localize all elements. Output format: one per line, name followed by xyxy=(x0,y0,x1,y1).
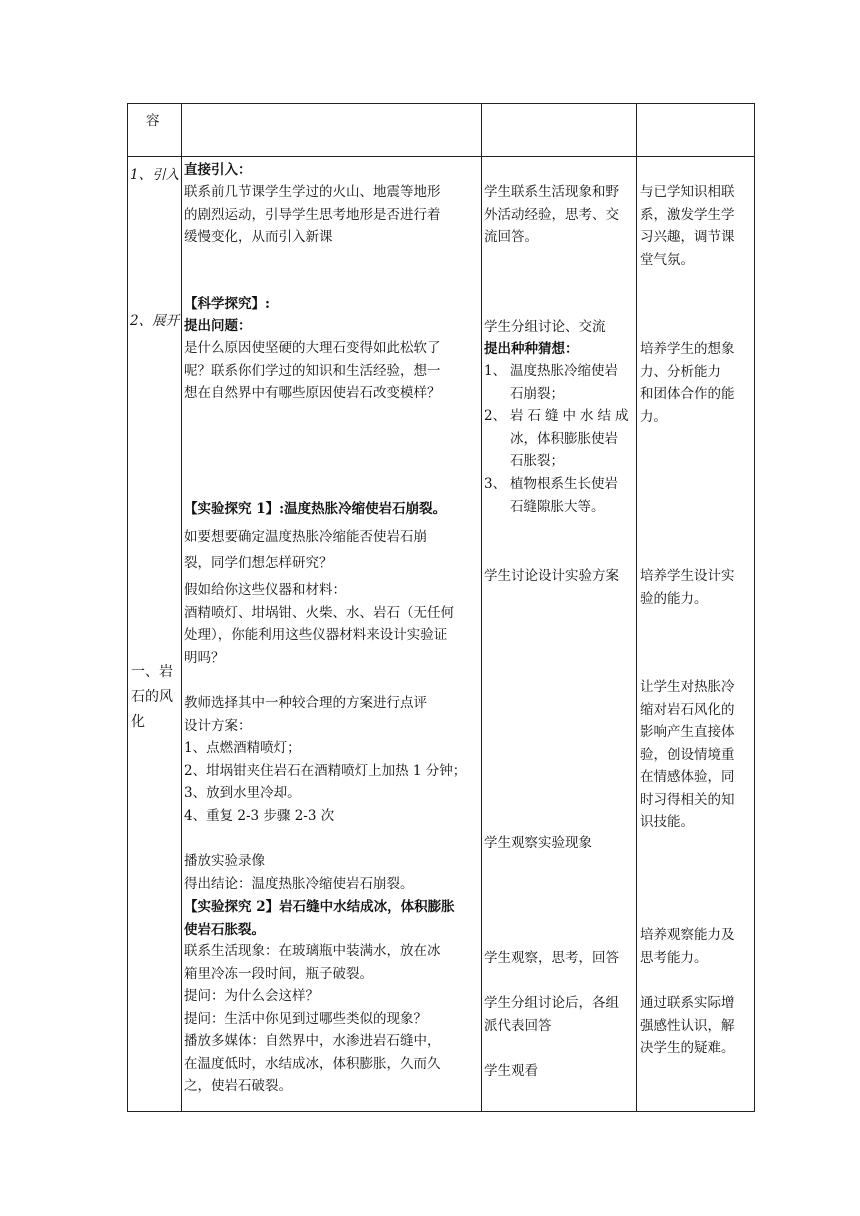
experiment-1-plan xyxy=(184,692,466,827)
text-line: 学生分组讨论后，各组 xyxy=(484,995,619,1011)
text-line: 提问：生活中你见到过哪些类似的现象？ xyxy=(184,1010,427,1027)
guess-title: 提出种种猜想： xyxy=(484,341,579,357)
student-design: 学生讨论设计实验方案 xyxy=(484,568,619,584)
column-divider-1 xyxy=(181,103,182,1112)
guess-1 xyxy=(484,360,618,405)
text-line: 影响产生直接体 xyxy=(640,724,735,740)
student-observe-experiment: 学生观察实验现象 xyxy=(484,835,592,851)
text-line: 培养学生设计实 xyxy=(640,568,735,584)
text-line: 在温度低时，水结成冰，体积膨胀，久而久 xyxy=(184,1055,441,1072)
text-line: 力。 xyxy=(640,408,667,425)
table-border-top xyxy=(127,103,754,104)
text-line: 验的能力。 xyxy=(640,590,708,607)
experiment-1-title: 温度热胀冷缩使岩石崩裂。 xyxy=(284,501,447,517)
text-line: 使岩石胀裂。 xyxy=(184,921,265,938)
text-line: 系，激发学生学 xyxy=(640,206,735,223)
text-line: 岩石缝中水结成 xyxy=(510,408,633,424)
text-line: 在情感体验，同 xyxy=(640,769,735,785)
text-line: 培养学生的想象 xyxy=(640,341,735,357)
text-line: 之，使岩石破裂。 xyxy=(184,1078,292,1094)
text-line: 石崩裂； xyxy=(510,385,564,402)
text-line: 播放实验录像 xyxy=(184,853,265,869)
guess-number: 1、 xyxy=(484,363,507,379)
intent-imagine xyxy=(640,338,735,428)
column-divider-3 xyxy=(636,103,637,1112)
student-intro xyxy=(484,181,619,249)
text-line: 缓慢变化，从而引入新课 xyxy=(184,229,333,245)
text-line: 石胀裂； xyxy=(510,453,564,469)
student-observe-think: 学生观察，思考，回答 xyxy=(484,950,619,966)
text-line: 是什么原因使坚硬的大理石变得如此松软了 xyxy=(184,340,441,356)
text-line: 流回答。 xyxy=(484,229,538,245)
text-line: 学生联系生活现象和野 xyxy=(484,184,619,200)
text-line: 处理），你能利用这些仪器材料来设计实验证 xyxy=(184,627,448,643)
text-line: 石缝隙胀大等。 xyxy=(510,498,605,515)
intent-observe xyxy=(640,924,735,969)
text-line: 想在自然界中有哪些原因使岩石改变模样？ xyxy=(184,385,441,401)
experiment-1-question xyxy=(184,524,427,576)
experiment-2-body xyxy=(184,940,441,1098)
text-line: 播放多媒体：自然界中，水渗进岩石缝中， xyxy=(184,1033,441,1049)
science-inquiry-title: 【科学探究】: xyxy=(184,296,270,312)
text-line: 2、坩埚钳夹住岩石在酒精喷灯上加热 1 分钟； xyxy=(184,762,467,779)
text-line: 设计方案： xyxy=(184,717,252,734)
text-line: 1、点燃酒精喷灯； xyxy=(184,740,301,756)
text-line: 【实验探究 2】岩石缝中水结成冰，体积膨胀 xyxy=(184,899,455,915)
section-label-weathering xyxy=(131,660,173,735)
experiment-1-heading xyxy=(184,498,446,521)
text-line: 教师选择其中一种较合理的方案进行点评 xyxy=(184,695,427,711)
student-watch: 学生观看 xyxy=(484,1063,538,1079)
column-divider-2 xyxy=(481,103,482,1112)
text-line: 堂气氛。 xyxy=(640,251,694,268)
text-line: 联系前几节课学生学过的火山、地震等地形 xyxy=(184,184,441,200)
text-line: 得出结论：温度热胀冷缩使岩石崩裂。 xyxy=(184,875,414,892)
row-divider xyxy=(127,156,754,157)
section-label-line: 一、岩 xyxy=(131,664,173,680)
section-label-intro: 1、引入 xyxy=(130,167,180,183)
text-line: 的剧烈运动，引导学生思考地形是否进行着 xyxy=(184,206,441,223)
guess-number: 2、 xyxy=(484,408,507,424)
text-line: 3、放到水里冷却。 xyxy=(184,785,301,801)
intent-intro xyxy=(640,181,735,271)
section-label-expand: 2、展开 xyxy=(130,313,180,329)
text-line: 如要想要确定温度热胀冷缩能否使岩石崩 xyxy=(184,529,427,545)
text-line: 力、分析能力 xyxy=(640,363,721,380)
text-line: 提问：为什么会这样？ xyxy=(184,988,319,1004)
text-line: 时习得相关的知 xyxy=(640,791,735,808)
experiment-1-video xyxy=(184,850,414,895)
text-line: 明吗？ xyxy=(184,649,225,666)
text-line: 外活动经验，思考、交 xyxy=(484,206,619,223)
text-line: 缩对岩石风化的 xyxy=(640,701,735,718)
guess-2 xyxy=(484,405,633,473)
text-line: 联系生活现象：在玻璃瓶中装满水，放在冰 xyxy=(184,943,441,959)
intro-body xyxy=(184,181,441,249)
text-line: 裂，同学们想怎样研究？ xyxy=(184,555,333,571)
text-line: 通过联系实际增 xyxy=(640,995,735,1011)
experiment-1-label: 【实验探究 1】: xyxy=(184,501,285,517)
text-line: 让学生对热胀冷 xyxy=(640,679,735,695)
intent-experience xyxy=(640,676,735,834)
text-line: 和团体合作的能 xyxy=(640,386,735,402)
text-line: 习兴趣，调节课 xyxy=(640,229,735,245)
text-line: 强感性认识，解 xyxy=(640,1017,735,1034)
text-line: 思考能力。 xyxy=(640,949,708,966)
text-line: 决学生的疑难。 xyxy=(640,1040,735,1056)
student-discuss: 学生分组讨论、交流 xyxy=(484,319,606,335)
table-border-right xyxy=(754,103,755,1112)
text-line: 冰，体积膨胀使岩 xyxy=(510,430,618,447)
table-border-bottom xyxy=(127,1111,754,1112)
text-line: 箱里冷冻一段时间，瓶子破裂。 xyxy=(184,965,373,982)
section-label-line: 石的风 xyxy=(131,689,173,705)
experiment-1-materials xyxy=(184,579,454,669)
text-line: 温度热胀冷缩使岩 xyxy=(510,363,618,379)
table-border-left xyxy=(127,103,128,1112)
student-group xyxy=(484,992,619,1037)
experiment-2-title xyxy=(184,896,455,941)
text-line: 酒精喷灯、坩埚钳、火柴、水、岩石（无任何 xyxy=(184,604,454,621)
text-line: 植物根系生长使岩 xyxy=(510,476,618,492)
intent-design xyxy=(640,565,735,610)
text-line: 与已学知识相联 xyxy=(640,184,735,200)
text-line: 验，创设情境重 xyxy=(640,746,735,763)
text-line: 识技能。 xyxy=(640,814,694,830)
question-title: 提出问题： xyxy=(184,318,252,334)
text-line: 4、重复 2-3 步骤 2-3 次 xyxy=(184,807,335,824)
intro-title: 直接引入： xyxy=(184,162,252,178)
text-line: 培养观察能力及 xyxy=(640,927,735,943)
header-cell-content: 容 xyxy=(146,113,160,129)
text-line: 假如给你这些仪器和材料： xyxy=(184,582,346,598)
section-label-line: 化 xyxy=(131,714,145,730)
guess-3 xyxy=(484,473,618,518)
intent-connect xyxy=(640,992,735,1060)
guess-number: 3、 xyxy=(484,476,507,492)
text-line: 呢？联系你们学过的知识和生活经验，想一 xyxy=(184,362,441,379)
question-body xyxy=(184,337,441,405)
text-line: 派代表回答 xyxy=(484,1017,552,1034)
